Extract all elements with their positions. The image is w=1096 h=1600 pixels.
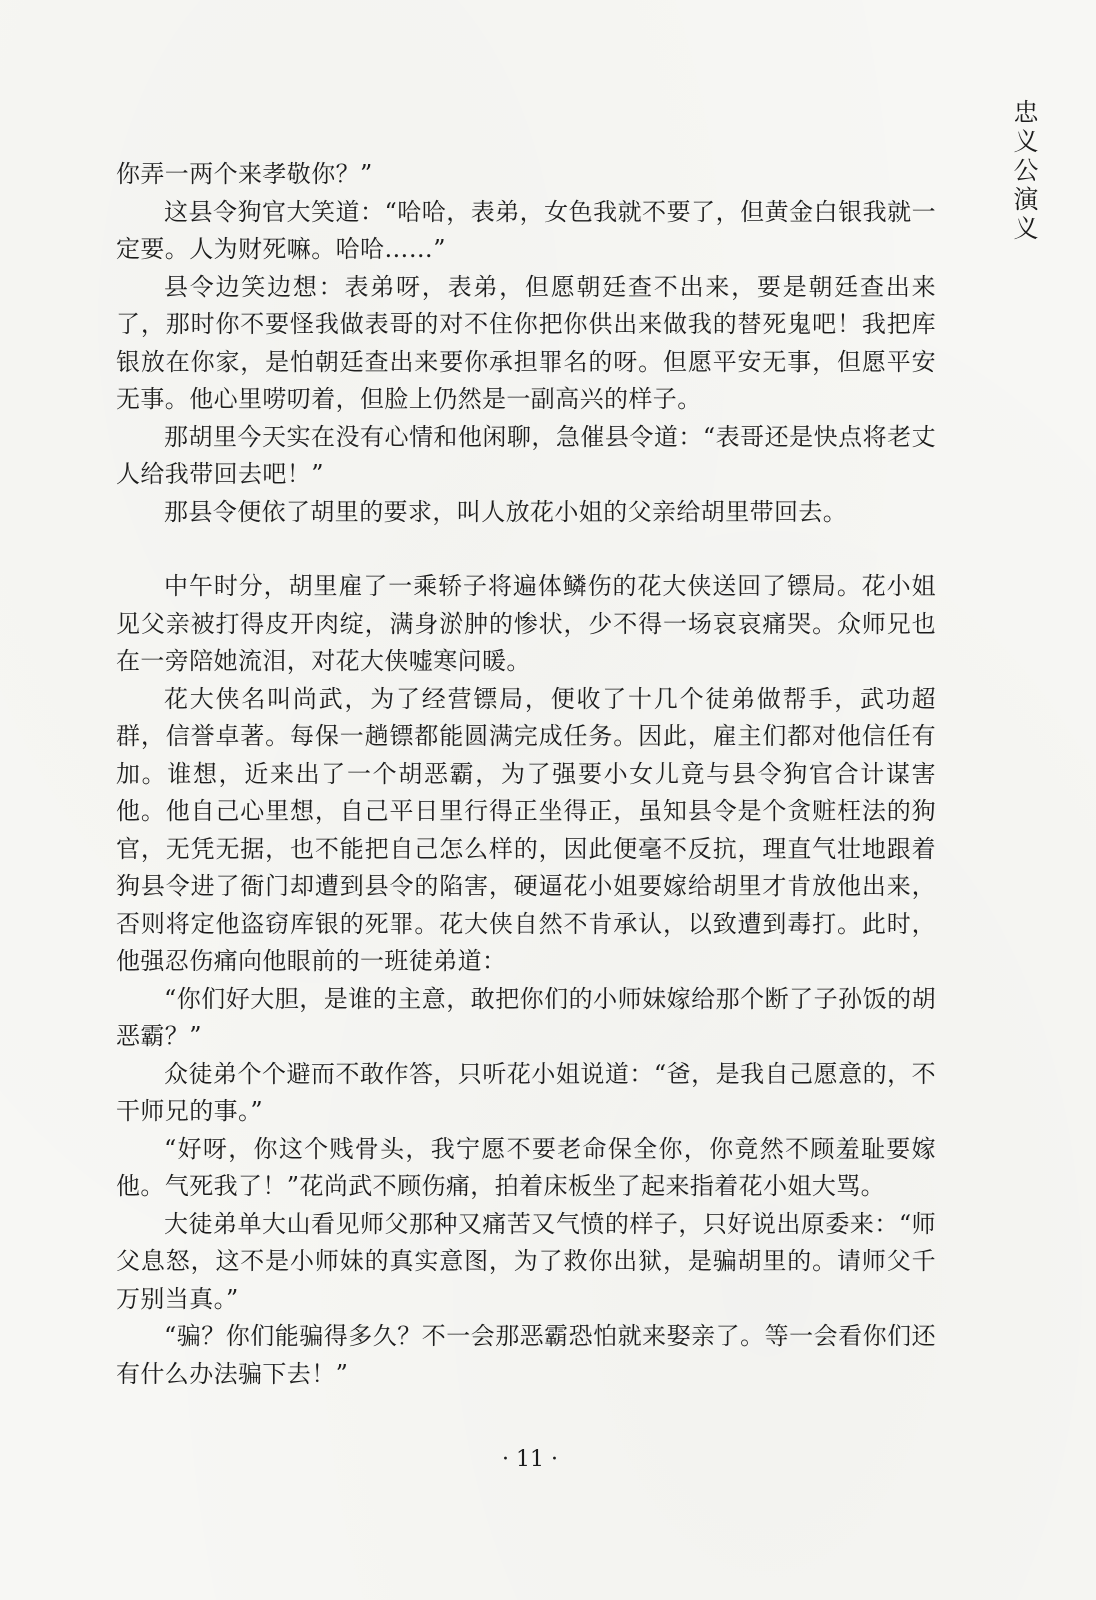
paragraph: 这县令狗官大笑道：“哈哈，表弟，女色我就不要了，但黄金白银我就一定要。人为财死嘛。哈哈……” [116,197,936,263]
paragraph: 县令边笑边想：表弟呀，表弟，但愿朝廷查不出来，要是朝廷查出来了，那时你不要怪我做表哥的对不住你把你供出来做我的替死鬼吧！我把库银放在你家，是怕朝廷查出来要你承担罪名的呀。但愿平安无事，但愿平安无事。他心里唠叨着，但脸上仍然是一副高兴的样子。 [116,272,936,413]
running-title-char: 演 [1013,185,1039,214]
running-title-char: 义 [1013,214,1039,243]
paragraph: “好呀，你这个贱骨头，我宁愿不要老命保全你，你竟然不顾羞耻要嫁他。气死我了！”花尚武不顾伤痛，拍着床板坐了起来指着花小姐大骂。 [116,1134,936,1200]
paragraph: “骗？你们能骗得多久？不一会那恶霸恐怕就来娶亲了。等一会看你们还有什么办法骗下去！” [116,1322,936,1388]
paragraph: 众徒弟个个避而不敢作答，只听花小姐说道：“爸，是我自己愿意的，不干师兄的事。” [116,1059,936,1125]
running-title-char: 忠 [1013,98,1039,127]
running-title-char: 义 [1013,127,1039,156]
paragraph: 大徒弟单大山看见师父那种又痛苦又气愤的样子，只好说出原委来：“师父息怒，这不是小师妹的真实意图，为了救你出狱，是骗胡里的。请师父千万别当真。” [116,1209,936,1313]
paragraph: 那胡里今天实在没有心情和他闲聊，急催县令道：“表哥还是快点将老丈人给我带回去吧！” [116,422,936,488]
paragraph: 花大侠名叫尚武，为了经营镖局，便收了十几个徒弟做帮手，武功超群，信誉卓著。每保一趟镖都能圆满完成任务。因此，雇主们都对他信任有加。谁想，近来出了一个胡恶霸，为了强要小女儿竟与县令狗官合计谋害他。他自己心里想，自己平日里行得正坐得正，虽知县令是个贪赃枉法的狗官，无凭无据，也不能把自己怎么样的，因此便毫不反抗，理直气壮地跟着狗县令进了衙门却遭到县令的陷害，硬逼花小姐要嫁给胡里才肯放他出来，否则将定他盗窃库银的死罪。花大侠自然不肯承认，以致遭到毒打。此时，他强忍伤痛向他眼前的一班徒弟道： [116,684,936,975]
body-text [116,156,936,1393]
paragraph: 你弄一两个来孝敬你？” [116,160,373,188]
paragraph: 那县令便依了胡里的要求，叫人放花小姐的父亲给胡里带回去。 [164,497,848,526]
paragraph: “你们好大胆，是谁的主意，敢把你们的小师妹嫁给那个断了子孙饭的胡恶霸？” [116,984,936,1050]
paragraph: 中午时分，胡里雇了一乘轿子将遍体鳞伤的花大侠送回了镖局。花小姐见父亲被打得皮开肉绽，满身淤肿的惨状，少不得一场哀哀痛哭。众师兄也在一旁陪她流泪，对花大侠嘘寒问暖。 [116,572,936,675]
running-title [1006,98,1046,243]
running-title-char: 公 [1013,156,1039,185]
page-number: · 11 · [502,1447,558,1472]
